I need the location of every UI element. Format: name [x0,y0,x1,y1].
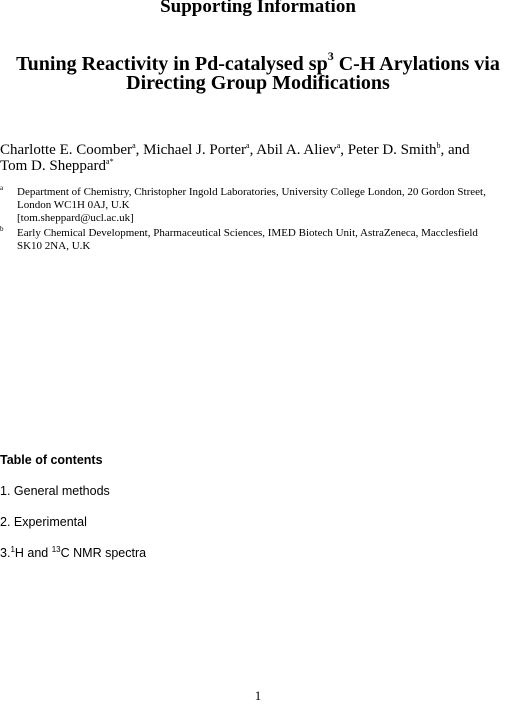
affiliation-b [17,227,478,253]
paper-title [0,49,516,94]
toc-item-general-methods: 1. General methods [0,484,110,498]
affiliation-label-b: b [0,225,4,233]
affiliation-a [17,186,486,225]
author-sep: , [340,142,348,158]
author-affil-sup: a [246,141,250,150]
author-sep: , and [440,142,470,158]
author-name: Michael J. Porter [143,142,247,158]
affiliation-a-email: [tom.sheppard@ucl.ac.uk] [17,212,134,224]
title-sup: 3 [327,49,334,64]
toc-item3-sup2: 13 [51,544,61,554]
author-affil-sup: a* [106,157,114,166]
author-sep: , [249,142,257,158]
author-sep: , [135,142,144,158]
author-affil-sup: a [132,141,136,150]
si-title: Supporting Information [160,0,356,17]
author-list [0,142,470,174]
toc-item3-prefix: 3. [0,546,11,560]
toc-item3-mid: H and [14,546,52,560]
toc-heading: Table of contents [0,453,103,467]
toc-item-experimental: 2. Experimental [0,515,87,529]
author-affil-sup: b [436,141,441,150]
affiliation-b-line2: SK10 2NA, U.K [17,240,91,252]
author-name: Abil A. Aliev [256,142,337,158]
affiliation-a-line2: London WC1H 0AJ, U.K [17,199,130,211]
title-line1-pre: Tuning Reactivity in Pd-catalysed sp [16,53,328,75]
author-name: Charlotte E. Coomber [0,142,133,158]
page-number: 1 [254,688,262,703]
toc-item3-sup1: 1 [10,544,15,554]
toc-item3-suffix: C NMR spectra [60,546,147,560]
title-line1-post: C-H Arylations via [333,53,500,75]
affiliation-b-line1: Early Chemical Development, Pharmaceutical Sciences, IMED Biotech Unit, AstraZeneca, Macclesfield [17,227,478,239]
title-line2: Directing Group Modifications [126,72,390,94]
affiliation-a-line1: Department of Chemistry, Christopher Ingold Laboratories, University College London, 20 Gordon Street, [17,186,486,198]
toc-item-nmr-spectra [0,546,146,560]
author-name: Peter D. Smith [347,142,437,158]
affiliation-label-a: a [0,184,4,192]
author-name: Tom D. Sheppard [0,158,107,174]
author-affil-sup: a [336,141,341,150]
